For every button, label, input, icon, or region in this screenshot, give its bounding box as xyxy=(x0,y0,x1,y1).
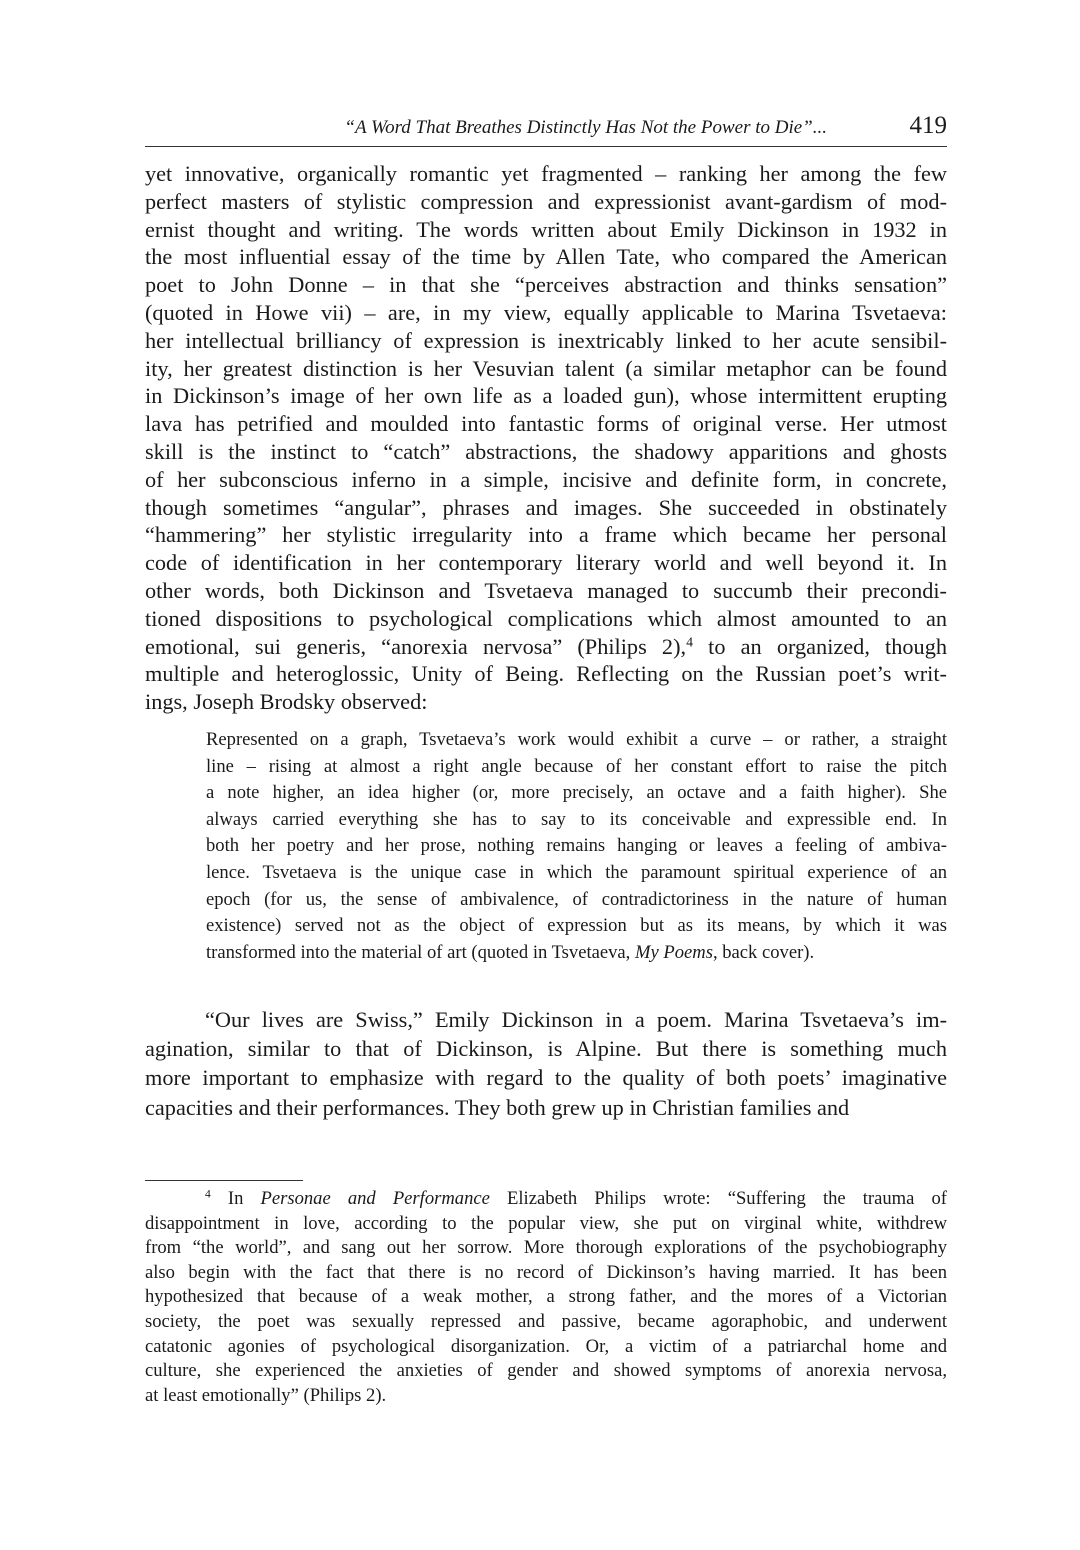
footnote-marker: 4 xyxy=(205,1188,211,1201)
italic-title: My Poems xyxy=(634,941,713,963)
running-header xyxy=(145,112,947,147)
text-line: agination, similar to that of Dickinson, is Alpine. But there is something much xyxy=(145,1036,947,1062)
text-line: epoch (for us, the sense of ambivalence, of contradictoriness in the nature of human xyxy=(206,888,947,910)
text-line: lence. Tsvetaeva is the unique case in which the paramount spiritual experience of an xyxy=(206,861,947,883)
text-line: code of identification in her contemporary literary world and well beyond it. In xyxy=(145,550,947,576)
page-number: 419 xyxy=(909,112,947,139)
text-line: existence) served not as the object of expression but as its means, by which it was xyxy=(206,915,947,937)
text-line: Represented on a graph, Tsvetaeva’s work would exhibit a curve – or rather, a straight xyxy=(206,729,947,750)
text-line: emotional, sui generis, “anorexia nervosa” (Philips 2),$^4$ to an organized, though xyxy=(145,633,947,659)
footnote xyxy=(145,1187,947,1408)
text-line: hypothesized that because of a weak mother, a strong father, and the mores of a Victorian xyxy=(145,1286,947,1308)
text-line: her intellectual brilliancy of expression is inextricably linked to her acute sensibil- xyxy=(145,327,947,353)
text-line: always carried everything she has to say to its conceivable and expressible end. In xyxy=(206,808,947,830)
text-line: from “the world”, and sang out her sorrow. More thorough explorations of the psychobiography xyxy=(145,1237,947,1259)
text-line: society, the poet was sexually repressed and passive, became agoraphobic, and underwent xyxy=(145,1310,947,1332)
text-line: in Dickinson’s image of her own life as a loaded gun), whose intermittent erupting xyxy=(145,383,947,409)
text-line: also begin with the fact that there is no record of Dickinson’s having married. It has been xyxy=(145,1261,947,1283)
text-line: ings, Joseph Brodsky observed: xyxy=(145,689,428,715)
text-line: of her subconscious inferno in a simple, incisive and definite form, in concrete, xyxy=(145,466,947,492)
text-line: yet innovative, organically romantic yet fragmented – ranking her among the few xyxy=(145,161,947,186)
text-line: though sometimes “angular”, phrases and images. She succeeded in obstinately xyxy=(145,494,947,520)
running-title: “A Word That Breathes Distinctly Has Not the Power to Die”... xyxy=(344,117,827,138)
text-line: “Our lives are Swiss,” Emily Dickinson in a poem. Marina Tsvetaeva’s im- xyxy=(205,1007,947,1032)
text-line: ity, her greatest distinction is her Vesuvian talent (a similar metaphor can be found xyxy=(145,355,947,381)
footnote-divider xyxy=(145,1180,303,1181)
text-line: perfect masters of stylistic compression and expressionist avant-gardism of mod- xyxy=(145,188,947,214)
text-line: culture, she experienced the anxieties of gender and showed symptoms of anorexia nervosa, xyxy=(145,1360,947,1382)
text-line: poet to John Donne – in that she “perceives abstraction and thinks sensation” xyxy=(145,272,947,298)
text-line: $^4$ In Personae and Performance Elizabeth Philips wrote: “Suffering the trauma of xyxy=(205,1188,947,1209)
text-line: the most influential essay of the time by Allen Tate, who compared the American xyxy=(145,244,947,270)
text-line: catatonic agonies of psychological disorganization. Or, a victim of a patriarchal home and xyxy=(145,1335,947,1357)
text-line: at least emotionally” (Philips 2). xyxy=(145,1384,387,1406)
text-line: capacities and their performances. They both grew up in Christian families and xyxy=(145,1094,850,1120)
text-line: both her poetry and her prose, nothing remains hanging or leaves a feeling of ambiva- xyxy=(206,835,947,857)
text-line: transformed into the material of art (quoted in Tsvetaeva, My Poems, back cover). xyxy=(206,941,815,963)
text-line: tioned dispositions to psychological complications which almost amounted to an xyxy=(145,605,947,631)
text-line: disappointment in love, according to the popular view, she put on virginal white, withdrew xyxy=(145,1212,947,1234)
text-line: more important to emphasize with regard to the quality of both poets’ imaginative xyxy=(145,1065,947,1091)
text-line: other words, both Dickinson and Tsvetaeva managed to succumb their precondi- xyxy=(145,577,947,603)
body-paragraph-1 xyxy=(145,160,947,716)
text-line: line – rising at almost a right angle because of her constant effort to raise the pitch xyxy=(206,755,947,777)
italic-title: Personae and Performance xyxy=(260,1188,490,1209)
text-line: multiple and heteroglossic, Unity of Being. Reflecting on the Russian poet’s writ- xyxy=(145,661,947,687)
block-quote xyxy=(206,727,947,966)
text-line: skill is the instinct to “catch” abstractions, the shadowy apparitions and ghosts xyxy=(145,438,947,464)
text-line: “hammering” her stylistic irregularity into a frame which became her personal xyxy=(145,522,947,548)
footnote-marker: 4 xyxy=(686,633,693,649)
text-line: a note higher, an idea higher (or, more precisely, an octave and a faith higher). She xyxy=(206,782,947,804)
body-paragraph-2 xyxy=(145,1005,947,1122)
text-line: (quoted in Howe vii) – are, in my view, equally applicable to Marina Tsvetaeva: xyxy=(145,299,947,325)
text-line: lava has petrified and moulded into fantastic forms of original verse. Her utmost xyxy=(145,411,947,437)
text-line: ernist thought and writing. The words written about Emily Dickinson in 1932 in xyxy=(145,216,947,242)
